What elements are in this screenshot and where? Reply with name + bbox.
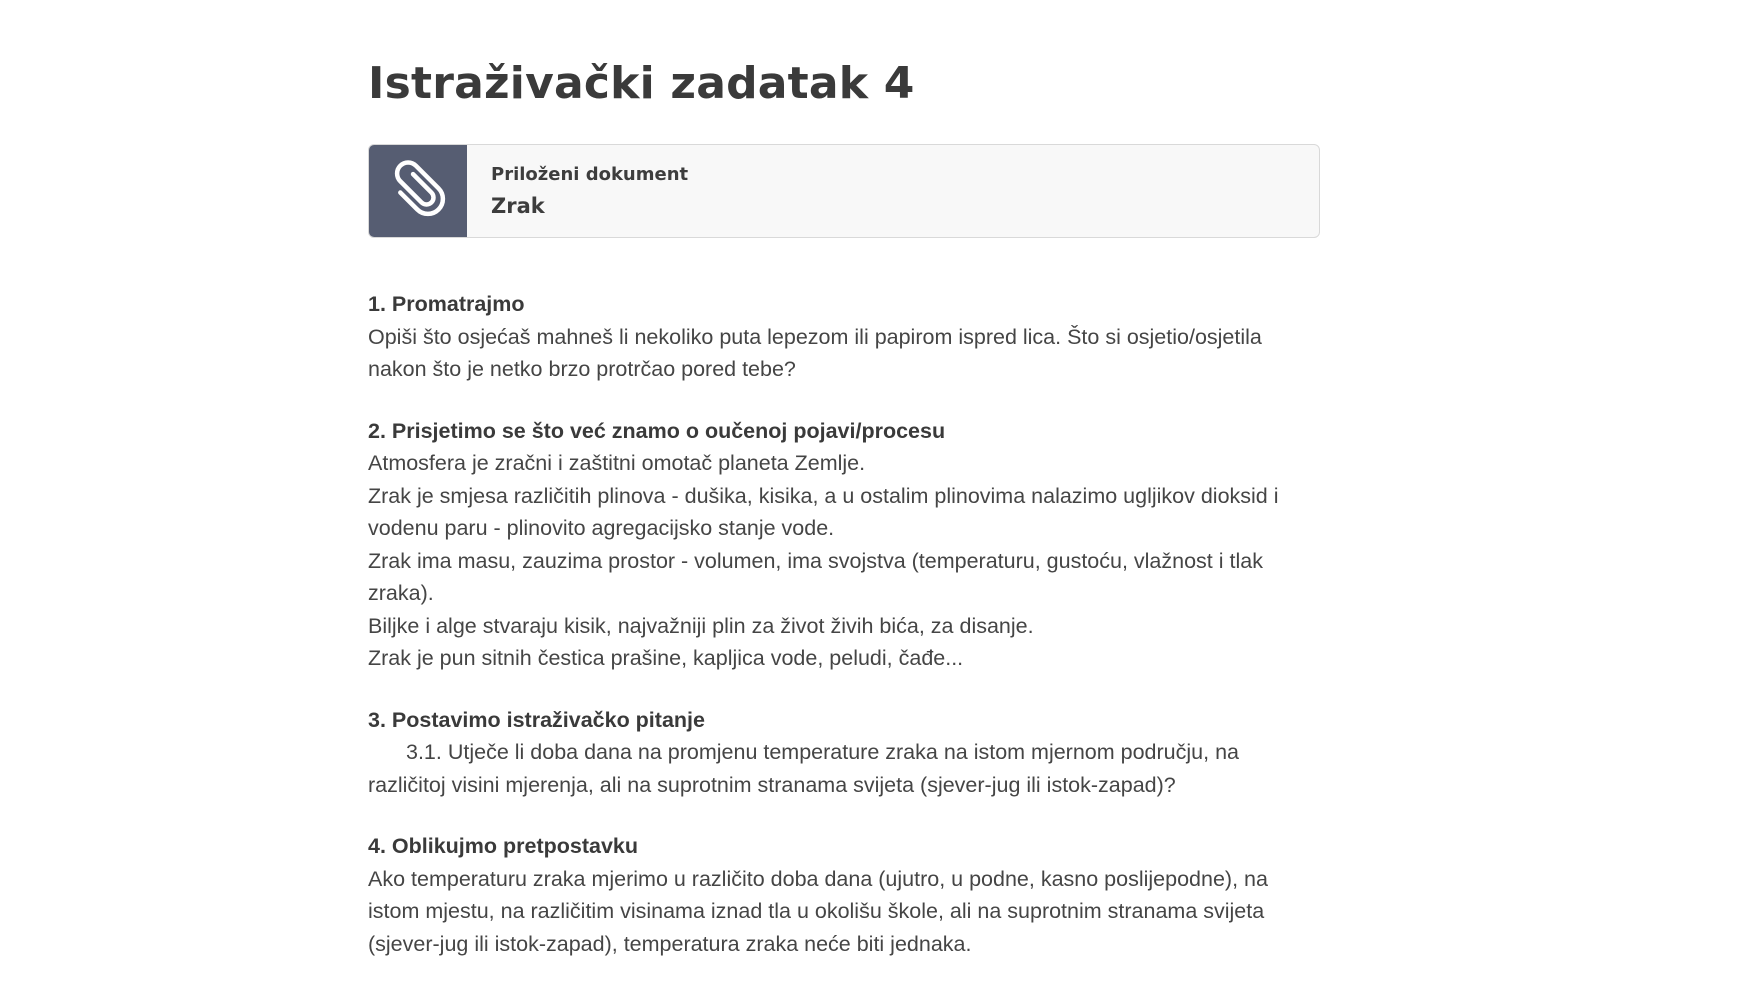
paragraph-line: zraka). <box>368 581 434 605</box>
section-observe <box>368 288 1320 386</box>
paragraph-line: Opiši što osjećaš mahneš li nekoliko puta lepezom ili papirom ispred lica. Što si osjetio/osjetila <box>368 324 1262 349</box>
paragraph-line: (sjever-jug ili istok-zapad), temperatura zraka neće biti jednaka. <box>368 931 972 956</box>
paragraph-line: Zrak ima masu, zauzima prostor - volumen, ima svojstva (temperaturu, gustoću, vlažnost i tlak <box>368 548 1263 573</box>
attachment-caption: Priloženi dokument <box>491 164 689 185</box>
paragraph-line: Ako temperaturu zraka mjerimo u različito doba dana (ujutro, u podne, kasno poslijepodne), na <box>368 866 1268 891</box>
page-title: Istraživački zadatak 4 <box>368 58 915 109</box>
section-question <box>368 704 1320 802</box>
attachment-name[interactable]: Zrak <box>491 194 545 218</box>
attachment-icon-box <box>369 145 467 237</box>
paragraph-line: Zrak je pun sitnih čestica prašine, kapljica vode, peludi, čađe... <box>368 646 964 670</box>
section-heading: 4. Oblikujmo pretpostavku <box>368 834 638 858</box>
paragraph-line: istom mjestu, na različitim visinama iznad tla u okolišu škole, ali na suprotnim stranama svijeta <box>368 899 1265 923</box>
paragraph-line: Atmosfera je zračni i zaštitni omotač planeta Zemlje. <box>368 451 866 475</box>
paragraph-line: nakon što je netko brzo protrčao pored tebe? <box>368 357 796 381</box>
paragraph-line: Biljke i alge stvaraju kisik, najvažniji plin za život živih bića, za disanje. <box>368 613 1034 638</box>
paragraph-line: Zrak je smjesa različitih plinova - dušika, kisika, a u ostalim plinovima nalazimo ugljikov dioksid i <box>368 483 1279 508</box>
paragraph-line: različitoj visini mjerenja, ali na suprotnim stranama svijeta (sjever-jug ili istok-zapad)? <box>368 772 1176 797</box>
paperclip-icon <box>386 157 450 226</box>
paragraph-line: 3.1. Utječe li doba dana na promjenu temperature zraka na istom mjernom području, na <box>406 740 1239 764</box>
section-heading: 2. Prisjetimo se što već znamo o oučenoj pojavi/procesu <box>368 418 946 443</box>
section-hypothesis <box>368 830 1320 960</box>
task-body <box>368 288 1320 989</box>
section-heading: 3. Postavimo istraživačko pitanje <box>368 707 705 732</box>
attached-document-card[interactable] <box>368 144 1320 238</box>
section-heading: 1. Promatrajmo <box>368 292 525 316</box>
section-recall <box>368 415 1320 675</box>
paragraph-line: vodenu paru - plinovito agregacijsko stanje vode. <box>368 516 835 540</box>
attachment-text <box>467 145 688 237</box>
